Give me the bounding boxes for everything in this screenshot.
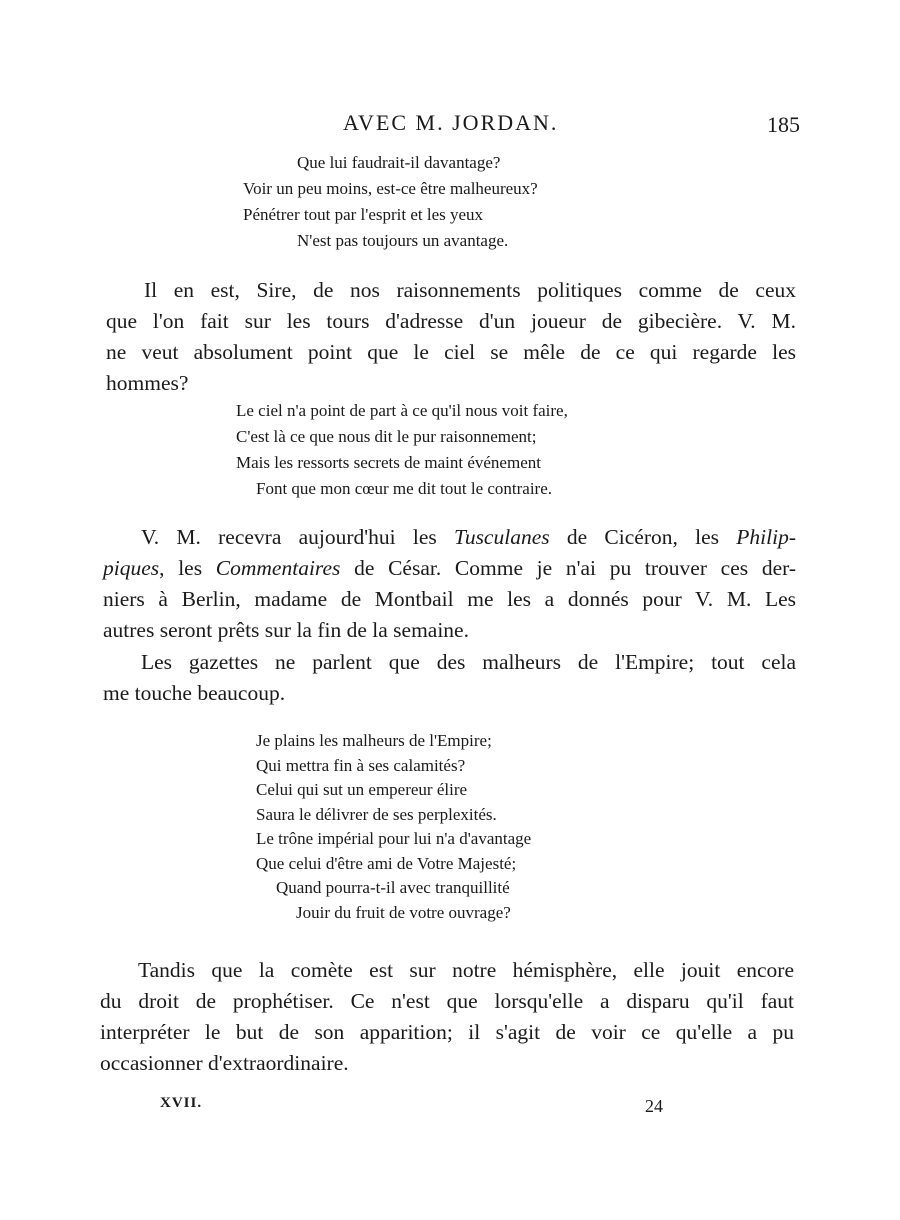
signature-mark: 24 (645, 1096, 663, 1116)
verse-line: Pénétrer tout par l'esprit et les yeux (243, 205, 484, 224)
text-line (103, 522, 796, 553)
text-run: , les (159, 556, 216, 580)
verse-line: Mais les ressorts secrets de maint événement (236, 453, 541, 472)
verse-line: Voir un peu moins, est-ce être malheureux? (243, 179, 538, 198)
text-line: Les gazettes ne parlent que des malheurs de l'Empire; tout cela (141, 650, 796, 674)
book-title-commentaires: Commentaires (215, 556, 341, 580)
running-head (0, 110, 900, 140)
verse-line: Que lui faudrait-il davantage? (297, 153, 501, 172)
text-line: interpréter le but de son apparition; il s'agit de voir ce qu'elle a pu (100, 1020, 794, 1044)
verse-line: Je plains les malheurs de l'Empire; (256, 731, 492, 750)
text-run: de Cicéron, les (549, 525, 737, 549)
text-line: que l'on fait sur les tours d'adresse d'un joueur de gibecière. V. M. (106, 309, 796, 333)
text-run: de César. Comme je n'ai pu trouver ces der- (340, 556, 796, 580)
text-line: Il en est, Sire, de nos raisonnements politiques comme de ceux (144, 278, 796, 302)
verse-line: Que celui d'être ami de Votre Majesté; (256, 853, 517, 873)
paragraph-3 (103, 647, 796, 709)
text-line: occasionner d'extraordinaire. (100, 1051, 349, 1075)
verse-line: Quand pourra-t-il avec tranquillité (276, 878, 510, 897)
verse-block-2 (236, 398, 568, 502)
text-line: niers à Berlin, madame de Montbail me les a donnés pour V. M. Les (103, 587, 796, 611)
verse-line: Font que mon cœur me dit tout le contraire. (256, 479, 553, 498)
verse-line: Le trône impérial pour lui n'a d'avantage (256, 829, 532, 848)
paragraph-1 (106, 275, 796, 399)
verse-line: C'est là ce que nous dit le pur raisonnement; (236, 427, 537, 446)
book-title-philippiques: Philip- (736, 525, 796, 549)
text-line: du droit de prophétiser. Ce n'est que lorsqu'elle a disparu qu'il faut (100, 989, 794, 1013)
text-line (103, 553, 796, 584)
text-line: hommes? (106, 371, 189, 395)
verse-line: Saura le délivrer de ses perplexités. (256, 804, 497, 824)
paragraph-2 (103, 522, 796, 646)
book-title-philippiques-cont: piques (103, 556, 160, 580)
verse-line: Qui mettra fin à ses calamités? (256, 755, 466, 775)
verse-block-1 (243, 150, 538, 254)
running-title: AVEC M. JORDAN. (343, 110, 559, 135)
volume-number: XVII. (160, 1095, 203, 1111)
paragraph-4 (100, 955, 794, 1079)
verse-line: N'est pas toujours un avantage. (297, 231, 509, 250)
verse-line: Le ciel n'a point de part à ce qu'il nous voit faire, (236, 401, 568, 420)
verse-line: Celui qui sut un empereur élire (256, 780, 468, 799)
verse-block-3 (256, 729, 531, 925)
book-title-tusculanes: Tusculanes (454, 525, 550, 549)
page-number: 185 (767, 112, 800, 137)
text-run: V. M. recevra aujourd'hui les (141, 525, 455, 549)
text-line: ne veut absolument point que le ciel se mêle de ce qui regarde les (106, 340, 796, 364)
text-line: me touche beaucoup. (103, 681, 286, 705)
text-line: autres seront prêts sur la fin de la semaine. (103, 618, 469, 642)
text-line: Tandis que la comète est sur notre hémisphère, elle jouit encore (138, 958, 794, 982)
verse-line: Jouir du fruit de votre ouvrage? (296, 902, 511, 922)
